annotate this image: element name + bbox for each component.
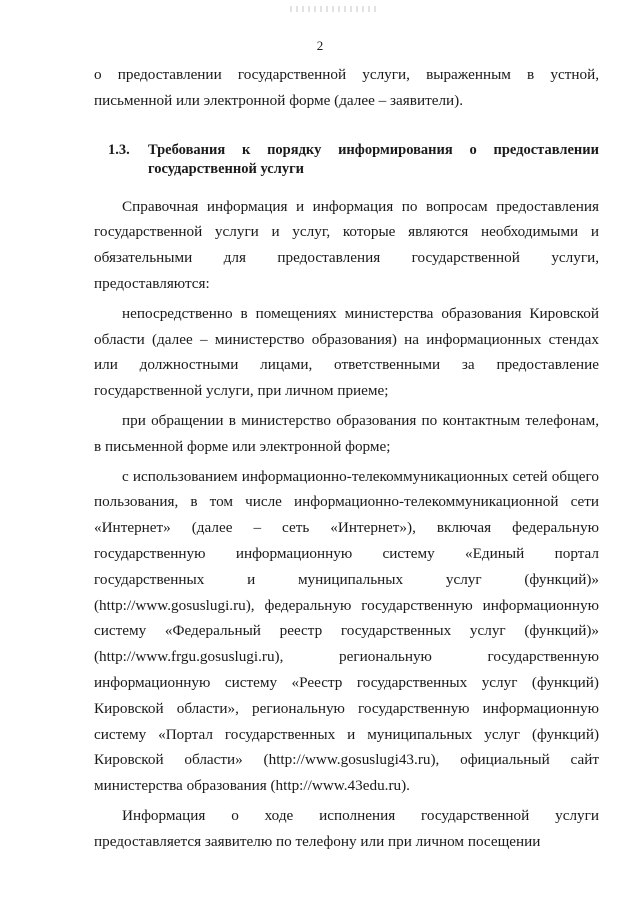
scan-artifact xyxy=(290,6,380,12)
document-body xyxy=(94,62,599,855)
section-heading xyxy=(94,141,599,179)
paragraph-progress-info: Информация о ходе исполнения государственной услуги предоставляется заявителю по телефону или при личном посещении xyxy=(94,806,599,850)
section-title: Требования к порядку информирования о предоставлении государственной услуги xyxy=(148,141,599,177)
paragraph-premises: непосредственно в помещениях министерства образования Кировской области (далее – министерство образования) на информационных стендах или должностными лицами, ответственными за предоставление государственной услуги, при личном приеме; xyxy=(94,304,599,400)
page-number: 2 xyxy=(316,38,324,53)
paragraph-internet: с использованием информационно-телекоммуникационных сетей общего пользования, в том числе информационно-телекоммуникационной сети «Интернет» (далее – сеть «Интернет»), включая федеральную государственную информационную систему «Единый портал государственных и муниципальных услуг (функций)» (http://www.gosuslugi.ru), федеральную государственную информационную систему «Федеральный реестр государственных услуг (функций)» (http://www.frgu.gosuslugi.ru), региональную государственную информационную систему «Реестр государственных услуг (функций) Кировской области», региональную государственную информационную систему «Портал государственных и муниципальных услуг (функций) Кировской области» (http://www.gosuslugi43.ru), официальный сайт министерства образования (http://www.43edu.ru). xyxy=(94,467,599,795)
paragraph-reference-info: Справочная информация и информация по вопросам предоставления государственной услуги и услуг, которые являются необходимыми и обязательными для предоставления государственной услуги, предоставляются: xyxy=(94,197,599,292)
paragraph-phone-request: при обращении в министерство образования по контактным телефонам, в письменной форме или электронной форме; xyxy=(94,411,599,455)
paragraph-continuation: о предоставлении государственной услуги, выраженным в устной, письменной или электронной форме (далее – заявители). xyxy=(94,66,599,109)
section-number: 1.3. xyxy=(108,141,130,158)
